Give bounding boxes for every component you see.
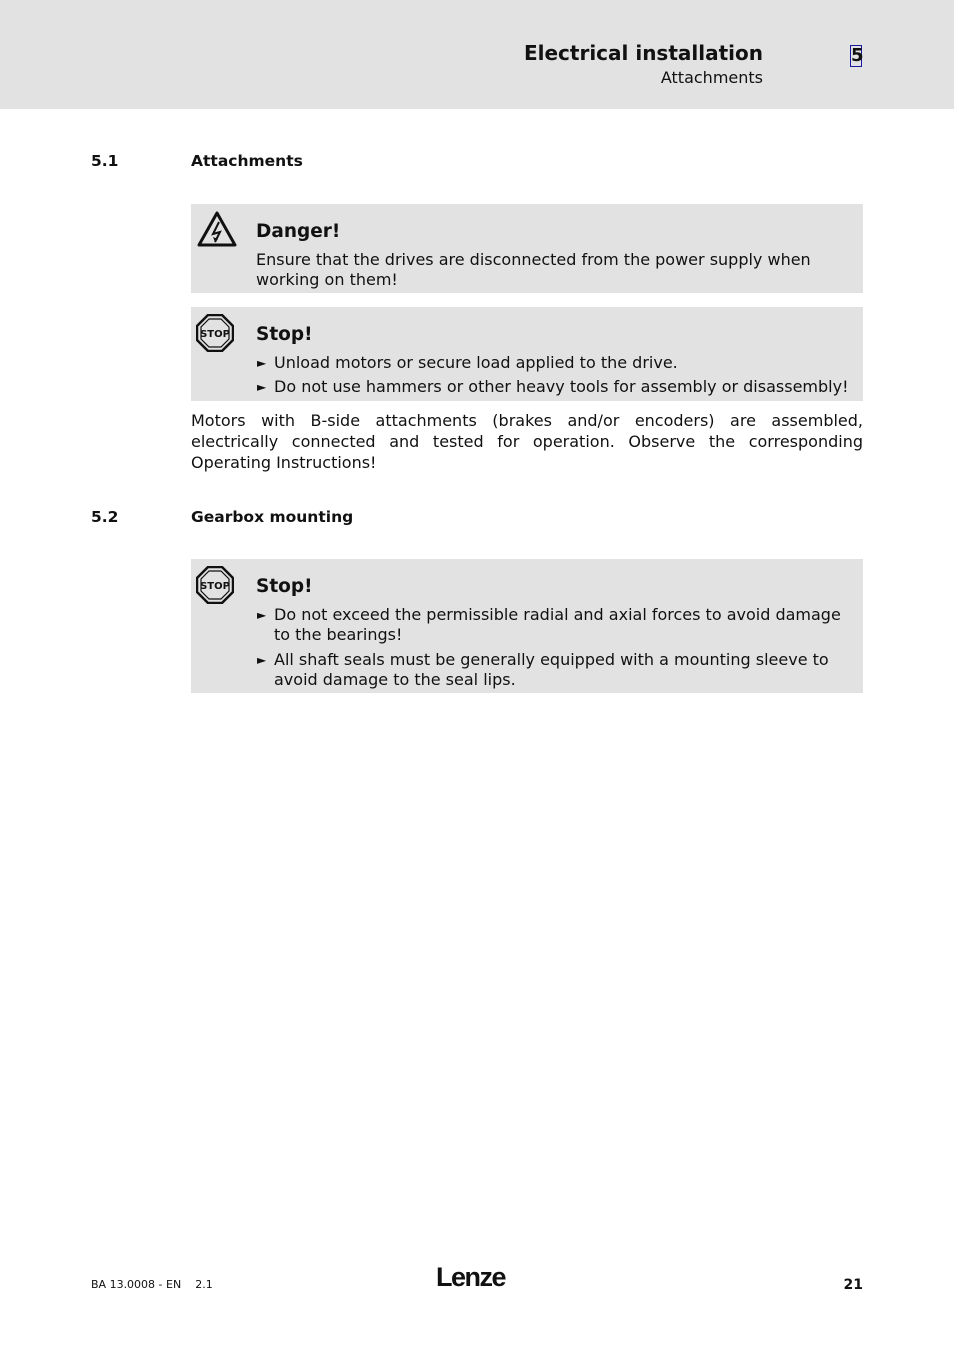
lightning-warning-icon <box>196 210 238 252</box>
bullet-arrow-icon: ► <box>257 653 267 667</box>
lenze-logo: Lenze <box>436 1262 506 1292</box>
chapter-number-badge[interactable]: 5 <box>851 45 864 66</box>
section-number: 5.2 <box>91 508 119 526</box>
bullet-item: ► Unload motors or secure load applied to the drive. <box>257 353 678 372</box>
doc-id: BA 13.0008 - EN <box>91 1278 182 1291</box>
chapter-title: Electrical installation <box>523 41 763 65</box>
bullet-arrow-icon: ► <box>257 356 267 370</box>
bullet-arrow-icon: ► <box>257 608 267 622</box>
stop-sign-label: STOP <box>200 581 230 592</box>
bullet-arrow-icon: ► <box>257 380 267 394</box>
footer-document-id <box>91 1278 213 1291</box>
section-number: 5.1 <box>91 152 119 170</box>
note-heading: Stop! <box>256 324 313 345</box>
stop-sign-label: STOP <box>200 329 230 340</box>
bullet-item: ► Do not use hammers or other heavy tools for assembly or disassembly! <box>257 377 849 396</box>
note-text: Ensure that the drives are disconnected from the power supply when working on them! <box>256 250 811 289</box>
note-heading: Danger! <box>256 221 341 242</box>
stop-note <box>191 559 863 693</box>
stop-sign-icon <box>196 314 234 356</box>
page-number: 21 <box>843 1277 863 1293</box>
chapter-subtitle: Attachments <box>660 68 763 87</box>
body-paragraph: Motors with B-side attachments (brakes and/or encoders) are assembled, electrically connected and tested for operation. Observe the corresponding Operating Instructions! <box>191 411 863 472</box>
note-heading: Stop! <box>256 576 313 597</box>
section-title: Attachments <box>191 152 303 170</box>
doc-version: 2.1 <box>195 1278 213 1291</box>
bullet-item: ► Do not exceed the permissible radial and axial forces to avoid damage to the bearings! <box>257 605 841 644</box>
stop-sign-icon <box>196 566 234 608</box>
header-band <box>0 0 954 109</box>
danger-note <box>191 204 863 293</box>
section-title: Gearbox mounting <box>191 508 354 526</box>
bullet-item: ► All shaft seals must be generally equipped with a mounting sleeve to avoid damage to the seal lips. <box>257 650 829 689</box>
stop-note <box>191 307 863 401</box>
